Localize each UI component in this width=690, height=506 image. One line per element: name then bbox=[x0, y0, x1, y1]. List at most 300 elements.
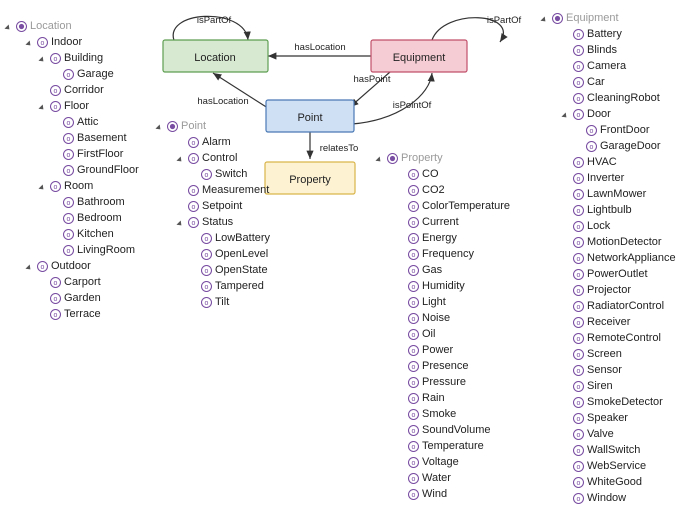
svg-text:o: o bbox=[66, 71, 71, 79]
twisty-placeholder bbox=[396, 217, 407, 228]
svg-text:o: o bbox=[411, 347, 416, 355]
twisty-placeholder bbox=[51, 69, 62, 80]
svg-text:o: o bbox=[411, 315, 416, 323]
subclass-icon bbox=[63, 229, 74, 240]
chevron-down-icon[interactable] bbox=[540, 13, 551, 24]
subclass-icon bbox=[573, 461, 584, 472]
node-property-label: Property bbox=[289, 174, 331, 186]
tree-item[interactable] bbox=[375, 310, 510, 326]
tree-item-label: Switch bbox=[215, 168, 248, 180]
subclass-icon bbox=[573, 429, 584, 440]
twisty-placeholder bbox=[396, 377, 407, 388]
tree-item[interactable] bbox=[375, 246, 510, 262]
tree-item-label: Temperature bbox=[422, 440, 484, 452]
tree-item[interactable] bbox=[540, 426, 676, 442]
edge-label-relatesto: relatesTo bbox=[319, 143, 359, 154]
tree-item[interactable] bbox=[540, 410, 676, 426]
tree-item[interactable] bbox=[375, 166, 510, 182]
tree-item[interactable] bbox=[375, 454, 510, 470]
tree-item-label: FirstFloor bbox=[77, 148, 124, 160]
tree-item-label: Receiver bbox=[587, 316, 631, 328]
svg-text:o: o bbox=[576, 399, 581, 407]
subclass-icon bbox=[408, 265, 419, 276]
edge-label-ispointof: isPointOf bbox=[392, 100, 432, 111]
tree-item[interactable] bbox=[540, 58, 676, 74]
tree-item[interactable] bbox=[540, 458, 676, 474]
tree-item[interactable] bbox=[155, 294, 270, 310]
chevron-down-icon[interactable] bbox=[25, 37, 36, 48]
tree-item-label: Terrace bbox=[64, 308, 101, 320]
tree-item[interactable] bbox=[4, 114, 139, 130]
tree-item[interactable] bbox=[540, 154, 676, 170]
subclass-icon bbox=[188, 137, 199, 148]
tree-item-label: LowBattery bbox=[215, 232, 271, 244]
twisty-placeholder bbox=[574, 141, 585, 152]
twisty-placeholder bbox=[396, 281, 407, 292]
twisty-placeholder bbox=[189, 281, 200, 292]
svg-text:o: o bbox=[576, 351, 581, 359]
tree-item-label: FrontDoor bbox=[600, 124, 650, 136]
tree-item[interactable] bbox=[4, 66, 139, 82]
twisty-placeholder bbox=[51, 149, 62, 160]
subclass-icon bbox=[573, 269, 584, 280]
svg-text:o: o bbox=[191, 203, 196, 211]
tree-item-label: Sensor bbox=[587, 364, 622, 376]
tree-item-label: GarageDoor bbox=[600, 140, 661, 152]
chevron-down-icon[interactable] bbox=[561, 109, 572, 120]
svg-text:o: o bbox=[53, 279, 58, 287]
node-point[interactable] bbox=[266, 100, 354, 132]
twisty-placeholder bbox=[51, 245, 62, 256]
twisty-placeholder bbox=[38, 293, 49, 304]
twisty-placeholder bbox=[561, 237, 572, 248]
tree-item[interactable] bbox=[4, 162, 139, 178]
tree-item[interactable] bbox=[540, 474, 676, 490]
node-property[interactable] bbox=[265, 162, 355, 194]
tree-item-label: NetworkAppliance bbox=[587, 252, 676, 264]
subclass-icon bbox=[586, 141, 597, 152]
tree-item[interactable] bbox=[540, 266, 676, 282]
tree-item[interactable] bbox=[155, 246, 270, 262]
svg-text:o: o bbox=[66, 119, 71, 127]
tree-item[interactable] bbox=[4, 178, 139, 194]
subclass-icon bbox=[408, 313, 419, 324]
tree-item[interactable] bbox=[540, 106, 676, 122]
tree-item[interactable] bbox=[375, 358, 510, 374]
subclass-icon bbox=[573, 109, 584, 120]
tree-item-label: SoundVolume bbox=[422, 424, 491, 436]
svg-text:o: o bbox=[411, 203, 416, 211]
subclass-icon bbox=[188, 201, 199, 212]
subclass-icon bbox=[573, 45, 584, 56]
svg-text:o: o bbox=[411, 299, 416, 307]
tree-item-label: Frequency bbox=[422, 248, 474, 260]
subclass-icon bbox=[573, 413, 584, 424]
tree-item-label: LawnMower bbox=[587, 188, 647, 200]
svg-text:o: o bbox=[411, 427, 416, 435]
tree-item[interactable] bbox=[375, 374, 510, 390]
svg-text:o: o bbox=[53, 103, 58, 111]
subclass-icon bbox=[63, 69, 74, 80]
subclass-icon bbox=[188, 217, 199, 228]
class-icon bbox=[16, 21, 27, 32]
svg-text:o: o bbox=[204, 235, 209, 243]
chevron-down-icon[interactable] bbox=[375, 153, 386, 164]
tree-item[interactable] bbox=[540, 298, 676, 314]
subclass-icon bbox=[63, 149, 74, 160]
subclass-icon bbox=[573, 381, 584, 392]
svg-text:o: o bbox=[40, 39, 45, 47]
twisty-placeholder bbox=[574, 125, 585, 136]
tree-item[interactable] bbox=[540, 282, 676, 298]
twisty-placeholder bbox=[561, 205, 572, 216]
subclass-icon bbox=[63, 197, 74, 208]
tree-item[interactable] bbox=[375, 278, 510, 294]
tree-item-label: Wind bbox=[422, 488, 448, 500]
tree-item[interactable] bbox=[375, 390, 510, 406]
tree-item-label: Inverter bbox=[587, 172, 625, 184]
subclass-icon bbox=[63, 117, 74, 128]
svg-text:o: o bbox=[411, 475, 416, 483]
tree-item[interactable] bbox=[540, 362, 676, 378]
twisty-placeholder bbox=[561, 381, 572, 392]
tree-root-equipment[interactable] bbox=[540, 10, 676, 26]
subclass-icon bbox=[63, 133, 74, 144]
tree-item[interactable] bbox=[4, 194, 139, 210]
subclass-icon bbox=[50, 101, 61, 112]
subclass-icon bbox=[37, 261, 48, 272]
tree-item-label: Smoke bbox=[422, 408, 457, 420]
twisty-placeholder bbox=[189, 265, 200, 276]
svg-text:o: o bbox=[191, 139, 196, 147]
twisty-placeholder bbox=[396, 441, 407, 452]
tree-item-label: HVAC bbox=[587, 156, 617, 168]
twisty-placeholder bbox=[396, 297, 407, 308]
tree-item[interactable] bbox=[375, 438, 510, 454]
svg-text:o: o bbox=[53, 55, 58, 63]
subclass-icon bbox=[408, 489, 419, 500]
svg-text:o: o bbox=[204, 267, 209, 275]
chevron-down-icon[interactable] bbox=[155, 121, 166, 132]
tree-item[interactable] bbox=[540, 26, 676, 42]
tree-item-label: Bathroom bbox=[77, 196, 125, 208]
svg-text:o: o bbox=[576, 159, 581, 167]
twisty-placeholder bbox=[38, 309, 49, 320]
tree-item-label: Valve bbox=[587, 428, 614, 440]
tree-item-label: Current bbox=[422, 216, 459, 228]
tree-item[interactable] bbox=[375, 326, 510, 342]
subclass-icon bbox=[63, 165, 74, 176]
svg-text:o: o bbox=[411, 379, 416, 387]
tree-item[interactable] bbox=[375, 198, 510, 214]
svg-text:o: o bbox=[576, 47, 581, 55]
subclass-icon bbox=[408, 361, 419, 372]
svg-text:o: o bbox=[66, 151, 71, 159]
tree-item-label: Power bbox=[422, 344, 454, 356]
tree-item[interactable] bbox=[4, 82, 139, 98]
subclass-icon bbox=[201, 249, 212, 260]
tree-item[interactable] bbox=[540, 42, 676, 58]
tree-item[interactable] bbox=[540, 234, 676, 250]
tree-point[interactable] bbox=[155, 118, 270, 310]
tree-item-label: Garage bbox=[77, 68, 114, 80]
edge-label-haspoint: hasPoint bbox=[353, 74, 391, 85]
tree-item[interactable] bbox=[4, 98, 139, 114]
svg-text:o: o bbox=[576, 383, 581, 391]
svg-text:o: o bbox=[66, 167, 71, 175]
twisty-placeholder bbox=[396, 185, 407, 196]
twisty-placeholder bbox=[176, 201, 187, 212]
subclass-icon bbox=[573, 477, 584, 488]
tree-item[interactable] bbox=[540, 490, 676, 506]
twisty-placeholder bbox=[51, 133, 62, 144]
tree-item-label: GroundFloor bbox=[77, 164, 139, 176]
tree-root-label: Equipment bbox=[566, 12, 619, 24]
twisty-placeholder bbox=[561, 317, 572, 328]
svg-text:o: o bbox=[576, 463, 581, 471]
tree-item[interactable] bbox=[155, 134, 270, 150]
subclass-icon bbox=[50, 181, 61, 192]
tree-item[interactable] bbox=[375, 422, 510, 438]
twisty-placeholder bbox=[51, 117, 62, 128]
tree-item[interactable] bbox=[155, 166, 270, 182]
svg-text:o: o bbox=[411, 187, 416, 195]
chevron-down-icon[interactable] bbox=[4, 21, 15, 32]
node-location[interactable] bbox=[163, 40, 268, 72]
tree-item[interactable] bbox=[375, 262, 510, 278]
tree-item[interactable] bbox=[4, 242, 139, 258]
svg-text:o: o bbox=[53, 295, 58, 303]
tree-item[interactable] bbox=[540, 330, 676, 346]
tree-item[interactable] bbox=[4, 130, 139, 146]
twisty-placeholder bbox=[561, 477, 572, 488]
tree-item-label: LivingRoom bbox=[77, 244, 136, 256]
subclass-icon bbox=[50, 85, 61, 96]
twisty-placeholder bbox=[561, 221, 572, 232]
tree-item[interactable] bbox=[4, 210, 139, 226]
tree-item[interactable] bbox=[155, 198, 270, 214]
subclass-icon bbox=[573, 349, 584, 360]
tree-item[interactable] bbox=[540, 250, 676, 266]
tree-item[interactable] bbox=[155, 150, 270, 166]
tree-item[interactable] bbox=[540, 170, 676, 186]
tree-root-location[interactable] bbox=[4, 18, 139, 34]
subclass-icon bbox=[50, 53, 61, 64]
tree-item-label: Voltage bbox=[422, 456, 459, 468]
tree-item[interactable] bbox=[155, 278, 270, 294]
tree-item-label: Measurement bbox=[202, 184, 270, 196]
tree-item[interactable] bbox=[540, 74, 676, 90]
node-location-label: Location bbox=[194, 52, 236, 64]
svg-text:o: o bbox=[66, 231, 71, 239]
svg-text:o: o bbox=[576, 95, 581, 103]
tree-item[interactable] bbox=[4, 274, 139, 290]
svg-text:o: o bbox=[576, 79, 581, 87]
svg-text:o: o bbox=[589, 143, 594, 151]
subclass-icon bbox=[408, 297, 419, 308]
tree-location[interactable] bbox=[4, 18, 139, 322]
class-icon bbox=[167, 121, 178, 132]
tree-item[interactable] bbox=[540, 218, 676, 234]
subclass-icon bbox=[408, 201, 419, 212]
tree-item[interactable] bbox=[540, 394, 676, 410]
tree-item[interactable] bbox=[375, 214, 510, 230]
tree-item[interactable] bbox=[375, 486, 510, 502]
svg-text:o: o bbox=[576, 271, 581, 279]
tree-item-label: Oil bbox=[422, 328, 436, 340]
chevron-down-icon[interactable] bbox=[176, 217, 187, 228]
tree-item[interactable] bbox=[4, 50, 139, 66]
svg-text:o: o bbox=[53, 87, 58, 95]
twisty-placeholder bbox=[561, 29, 572, 40]
tree-item[interactable] bbox=[4, 146, 139, 162]
tree-root-label: Property bbox=[401, 152, 443, 164]
subclass-icon bbox=[408, 473, 419, 484]
tree-equipment[interactable] bbox=[540, 10, 676, 506]
twisty-placeholder bbox=[396, 265, 407, 276]
edge-label-ispartof-location: isPartOf bbox=[196, 15, 232, 26]
tree-item[interactable] bbox=[4, 226, 139, 242]
tree-item[interactable] bbox=[540, 378, 676, 394]
tree-item[interactable] bbox=[540, 442, 676, 458]
tree-item[interactable] bbox=[540, 138, 676, 154]
svg-text:o: o bbox=[191, 155, 196, 163]
twisty-placeholder bbox=[396, 473, 407, 484]
tree-item[interactable] bbox=[155, 262, 270, 278]
tree-item-label: Speaker bbox=[587, 412, 628, 424]
subclass-icon bbox=[573, 301, 584, 312]
svg-text:o: o bbox=[191, 187, 196, 195]
tree-item-label: Humidity bbox=[422, 280, 465, 292]
svg-text:o: o bbox=[576, 447, 581, 455]
subclass-icon bbox=[573, 285, 584, 296]
subclass-icon bbox=[408, 217, 419, 228]
twisty-placeholder bbox=[396, 425, 407, 436]
chevron-down-icon[interactable] bbox=[38, 101, 49, 112]
tree-root-point[interactable] bbox=[155, 118, 270, 134]
tree-item-label: Room bbox=[64, 180, 94, 192]
tree-item-label: Indoor bbox=[51, 36, 83, 48]
subclass-icon bbox=[408, 377, 419, 388]
tree-property[interactable] bbox=[375, 150, 510, 502]
subclass-icon bbox=[408, 393, 419, 404]
tree-item-label: Floor bbox=[64, 100, 90, 112]
subclass-icon bbox=[408, 425, 419, 436]
tree-item[interactable] bbox=[540, 314, 676, 330]
twisty-placeholder bbox=[176, 137, 187, 148]
tree-item[interactable] bbox=[540, 122, 676, 138]
svg-text:o: o bbox=[576, 191, 581, 199]
subclass-icon bbox=[50, 309, 61, 320]
twisty-placeholder bbox=[561, 77, 572, 88]
node-equipment[interactable] bbox=[371, 40, 467, 72]
chevron-down-icon[interactable] bbox=[25, 261, 36, 272]
tree-root-property[interactable] bbox=[375, 150, 510, 166]
subclass-icon bbox=[408, 169, 419, 180]
svg-text:o: o bbox=[66, 215, 71, 223]
tree-item-label: Window bbox=[587, 492, 627, 504]
tree-item[interactable] bbox=[375, 470, 510, 486]
tree-item-label: Garden bbox=[64, 292, 101, 304]
tree-item[interactable] bbox=[375, 294, 510, 310]
subclass-icon bbox=[573, 333, 584, 344]
node-equipment-label: Equipment bbox=[392, 52, 446, 64]
twisty-placeholder bbox=[561, 189, 572, 200]
chevron-down-icon[interactable] bbox=[176, 153, 187, 164]
tree-item[interactable] bbox=[4, 258, 139, 274]
tree-item[interactable] bbox=[4, 34, 139, 50]
twisty-placeholder bbox=[38, 85, 49, 96]
svg-text:o: o bbox=[576, 287, 581, 295]
tree-item-label: OpenState bbox=[215, 264, 268, 276]
svg-text:o: o bbox=[411, 235, 416, 243]
svg-text:o: o bbox=[53, 183, 58, 191]
subclass-icon bbox=[573, 493, 584, 504]
svg-text:o: o bbox=[576, 175, 581, 183]
subclass-icon bbox=[408, 345, 419, 356]
tree-item-label: Camera bbox=[587, 60, 627, 72]
class-icon bbox=[387, 153, 398, 164]
twisty-placeholder bbox=[189, 297, 200, 308]
tree-item[interactable] bbox=[155, 230, 270, 246]
subclass-icon bbox=[573, 173, 584, 184]
tree-item-label: Lock bbox=[587, 220, 611, 232]
tree-item[interactable] bbox=[540, 186, 676, 202]
svg-text:o: o bbox=[576, 367, 581, 375]
subclass-icon bbox=[408, 233, 419, 244]
tree-item[interactable] bbox=[540, 346, 676, 362]
tree-item[interactable] bbox=[375, 230, 510, 246]
twisty-placeholder bbox=[189, 233, 200, 244]
tree-item[interactable] bbox=[540, 202, 676, 218]
twisty-placeholder bbox=[51, 197, 62, 208]
tree-item[interactable] bbox=[155, 182, 270, 198]
tree-item[interactable] bbox=[155, 214, 270, 230]
twisty-placeholder bbox=[561, 269, 572, 280]
tree-item-label: WallSwitch bbox=[587, 444, 641, 456]
tree-item[interactable] bbox=[375, 342, 510, 358]
tree-item[interactable] bbox=[375, 406, 510, 422]
tree-item[interactable] bbox=[540, 90, 676, 106]
tree-item-label: Screen bbox=[587, 348, 622, 360]
svg-text:o: o bbox=[576, 495, 581, 503]
twisty-placeholder bbox=[396, 393, 407, 404]
subclass-icon bbox=[573, 29, 584, 40]
tree-item[interactable] bbox=[4, 290, 139, 306]
twisty-placeholder bbox=[189, 169, 200, 180]
svg-text:o: o bbox=[411, 171, 416, 179]
edge-label-ispartof-equipment: isPartOf bbox=[486, 15, 522, 26]
chevron-down-icon[interactable] bbox=[38, 53, 49, 64]
chevron-down-icon[interactable] bbox=[38, 181, 49, 192]
svg-text:o: o bbox=[411, 331, 416, 339]
tree-item[interactable] bbox=[4, 306, 139, 322]
subclass-icon bbox=[37, 37, 48, 48]
subclass-icon bbox=[63, 213, 74, 224]
svg-text:o: o bbox=[411, 459, 416, 467]
twisty-placeholder bbox=[561, 301, 572, 312]
twisty-placeholder bbox=[561, 365, 572, 376]
tree-item-label: Corridor bbox=[64, 84, 104, 96]
tree-item-label: Noise bbox=[422, 312, 451, 324]
tree-item-label: WebService bbox=[587, 460, 647, 472]
node-point-label: Point bbox=[297, 112, 323, 124]
twisty-placeholder bbox=[561, 285, 572, 296]
svg-text:o: o bbox=[411, 443, 416, 451]
tree-item-label: RemoteControl bbox=[587, 332, 661, 344]
tree-item[interactable] bbox=[375, 182, 510, 198]
svg-text:o: o bbox=[66, 247, 71, 255]
